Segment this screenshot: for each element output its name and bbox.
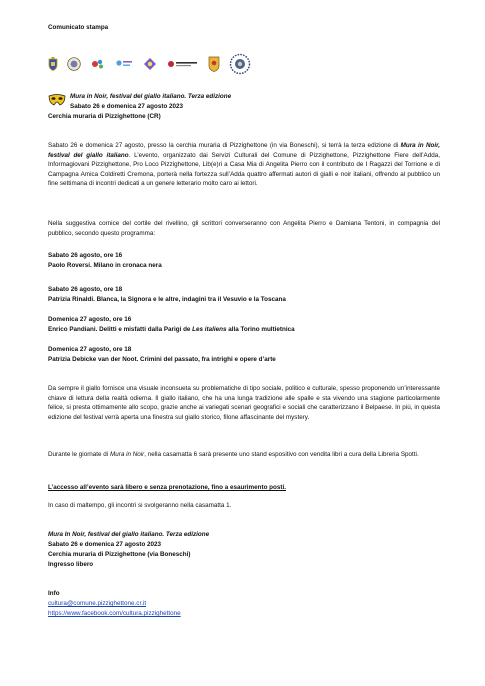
info-email-link[interactable]: cultura@comune.pizzighettone.cr.it	[48, 600, 147, 607]
header-label: Comunicato stampa	[48, 24, 109, 31]
program-session-3-date: Domenica 27 agosto, ore 16	[48, 316, 132, 323]
summary-dates: Sabato 26 e domenica 27 agosto 2023	[48, 541, 162, 548]
libreria-logo	[167, 59, 199, 69]
program-session-4-title: Patrizia Debicke van der Noot. Crimini del passato, fra intrighi e opere d’arte	[48, 356, 276, 363]
program-session-2-date: Sabato 26 agosto, ore 18	[48, 286, 123, 293]
seal-logo	[67, 57, 81, 71]
logo-strip	[48, 53, 260, 75]
access-notice: L’accesso all’evento sarà libero e senza prenotazione, fino a esaurimento posti.	[48, 484, 286, 491]
intro-paragraph: Sabato 26 e domenica 27 agosto, presso la cerchia muraria di Pizzighettone (in via Boneschi), si terrà la terza edizione di Mura in Noir, festival del giallo italiano. L’evento, organizzato dai Servizi Culturali del Comune di Pizzighettone, Pizzighettone Fiere dell’Adda, Informagiovani Pizzighettone, Pro Loco Pizzighettone, Lib(e)ri a Casa Mia di Angelita Pierro con il contributo de I Ragazzi del Torrione e di Campagna Amica Coldiretti Cremona, porterà nella fortezza sull’Adda quattro affermati autori di gialli e noir italiani, offrendo al pubblico un fine settimana di incontri dedicati a un genere letterario molto caro ai lettori.	[48, 142, 440, 188]
summary-title: Mura In Noir, festival del giallo italiano. Terza edizione	[48, 531, 210, 538]
program-session-3-title: Enrico Pandiani. Delitti e misfatti dalla Parigi de Les italiens alla Torino multietnica	[48, 326, 295, 333]
pro-loco-logo	[142, 57, 158, 71]
bad-weather-notice: In caso di maltempo, gli incontri si svolgeranno nella casamatta 1.	[48, 502, 232, 509]
info-label: Info	[48, 590, 60, 597]
stand-paragraph: Durante le giornate di Mura in Noir, nella casamatta 6 sarà presente uno stand espositivo con vendita libri a cura della Libreria Spotti.	[48, 451, 419, 458]
genre-paragraph: Da sempre il giallo fornisce una visuale inconsueta su problematiche di tipo sociale, politico e culturale, spesso proponendo un’interessante chiave di lettura della realtà odierna. Il giallo italiano, che ha una lunga tradizione alle spalle e sta vivendo una stagione particolarmente felice, si presta ottimamente allo scopo, grazie anche ai variegati scenari geografici e sociali che caratterizzano il Belpaese. In più, in questa edizione del festival verrà aperta una finestra sul giallo storico, filone affascinante del mystery.	[48, 385, 440, 421]
ring-emblem-logo	[229, 53, 251, 75]
pizzighettone-fiere-logo	[90, 58, 106, 70]
info-facebook-link[interactable]: https://www.facebook.com/cultura.pizzighettone	[48, 610, 181, 617]
badge-logo	[208, 56, 220, 72]
program-session-1-date: Sabato 26 agosto, ore 16	[48, 252, 123, 259]
program-session-4-date: Domenica 27 agosto, ore 18	[48, 346, 132, 353]
program-session-2-title: Patrizia Rinaldi. Blanca, la Signora e le altre, indagini tra il Vesuvio e la Toscana	[48, 296, 286, 303]
event-title-line: Mura in Noir, festival del giallo italiano. Terza edizione	[70, 93, 232, 100]
informagiovani-logo	[115, 58, 133, 70]
program-intro-paragraph: Nella suggestiva cornice del cortile del rivellino, gli scrittori converseranno con Angelita Pierro e Damiana Tentoni, in compagnia del pubblico, secondo questo programma:	[48, 220, 440, 237]
program-session-1-title: Paolo Roversi. Milano in cronaca nera	[48, 262, 162, 269]
comune-crest-logo	[48, 57, 58, 71]
event-place: Cerchia muraria di Pizzighettone (CR)	[48, 113, 161, 120]
summary-place: Cerchia muraria di Pizzighettone (via Boneschi)	[48, 551, 191, 558]
summary-entry: Ingresso libero	[48, 561, 94, 568]
mura-in-noir-mask-logo	[48, 93, 66, 107]
event-dates: Sabato 26 e domenica 27 agosto 2023	[70, 103, 184, 110]
